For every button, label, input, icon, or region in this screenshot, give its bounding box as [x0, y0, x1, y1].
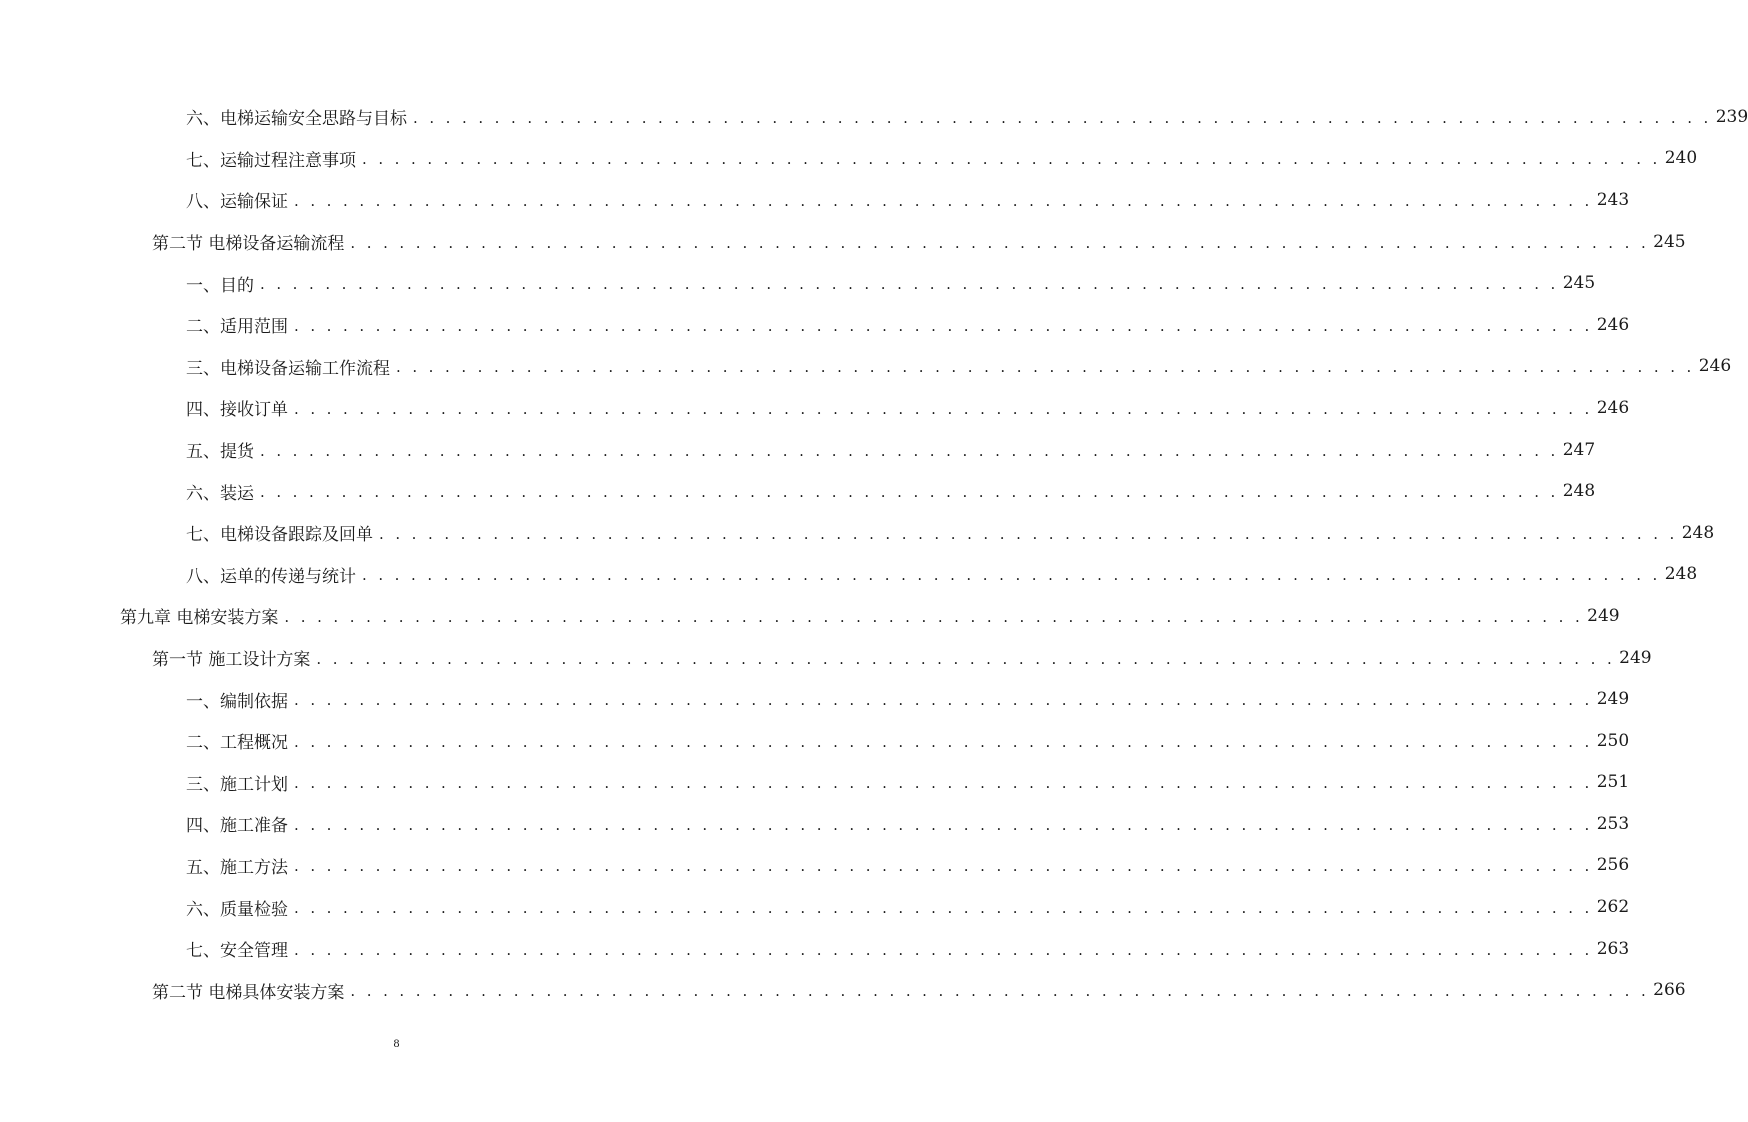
toc-entry-page: 243: [1596, 189, 1630, 210]
toc-dot-leader: . . . . . . . . . . . . . . . . . . . . . . . . . . . . . . . . . . . . . . . . . . . . . . . . . . . . . . . . . . . . . . . . . . . . . . . . . . . . . . . .: [294, 399, 1593, 418]
toc-entry[interactable]: [0, 886, 1630, 928]
toc-entry-title: 第二节 电梯具体安装方案: [152, 982, 345, 1003]
toc-entry[interactable]: [0, 637, 1652, 679]
toc-entry-page: 256: [1596, 855, 1630, 876]
toc-entry[interactable]: [0, 346, 1732, 388]
toc-entry-title: 一、目的: [186, 275, 254, 296]
toc-entry[interactable]: [0, 221, 1686, 263]
toc-entry[interactable]: [0, 512, 1715, 554]
toc-entry-page: 248: [1562, 481, 1596, 502]
toc-entry-title: 三、电梯设备运输工作流程: [186, 358, 390, 379]
toc-dot-leader: . . . . . . . . . . . . . . . . . . . . . . . . . . . . . . . . . . . . . . . . . . . . . . . . . . . . . . . . . . . . . . . . . . . . . . . . . . . . . . . .: [294, 815, 1593, 834]
toc-dot-leader: . . . . . . . . . . . . . . . . . . . . . . . . . . . . . . . . . . . . . . . . . . . . . . . . . . . . . . . . . . . . . . . . . . . . . . . . . . . . . . . .: [294, 857, 1593, 876]
toc-entry-page: 251: [1596, 772, 1630, 793]
toc-dot-leader: . . . . . . . . . . . . . . . . . . . . . . . . . . . . . . . . . . . . . . . . . . . . . . . . . . . . . . . . . . . . . . . . . . . . . . . . . . . . . . . .: [294, 691, 1593, 710]
toc-dot-leader: . . . . . . . . . . . . . . . . . . . . . . . . . . . . . . . . . . . . . . . . . . . . . . . . . . . . . . . . . . . . . . . . . . . . . . . . . . . . . . . .: [294, 940, 1593, 959]
toc-entry-title: 一、编制依据: [186, 691, 288, 712]
toc-entry[interactable]: [0, 595, 1620, 637]
toc-entry-title: 六、质量检验: [186, 899, 288, 920]
toc-dot-leader: . . . . . . . . . . . . . . . . . . . . . . . . . . . . . . . . . . . . . . . . . . . . . . . . . . . . . . . . . . . . . . . . . . . . . . . . . . . . . . . .: [294, 899, 1593, 918]
toc-entry-title: 七、运输过程注意事项: [186, 150, 356, 171]
toc-entry[interactable]: [0, 845, 1630, 887]
toc-entry-page: 249: [1596, 689, 1630, 710]
toc-entry[interactable]: [0, 928, 1630, 970]
toc-entry-title: 二、适用范围: [186, 317, 288, 338]
toc-entry[interactable]: [0, 762, 1630, 804]
toc-dot-leader: . . . . . . . . . . . . . . . . . . . . . . . . . . . . . . . . . . . . . . . . . . . . . . . . . . . . . . . . . . . . . . . . . . . . . . . . . . . . . . . .: [284, 607, 1584, 626]
toc-entry-title: 三、施工计划: [186, 774, 288, 795]
toc-dot-leader: . . . . . . . . . . . . . . . . . . . . . . . . . . . . . . . . . . . . . . . . . . . . . . . . . . . . . . . . . . . . . . . . . . . . . . . . . . . . . . . .: [316, 649, 1616, 668]
toc-entry-title: 第二节 电梯设备运输流程: [152, 234, 345, 255]
toc-entry-page: 266: [1653, 980, 1686, 1001]
toc-dot-leader: . . . . . . . . . . . . . . . . . . . . . . . . . . . . . . . . . . . . . . . . . . . . . . . . . . . . . . . . . . . . . . . . . . . . . . . . . . . . . . . .: [294, 316, 1593, 335]
toc-entry-title: 六、装运: [186, 483, 254, 504]
toc-entry-page: 240: [1664, 148, 1698, 169]
toc-entry-title: 五、施工方法: [186, 857, 288, 878]
toc-entry-page: 248: [1681, 522, 1715, 543]
page-number: 8: [393, 1036, 400, 1050]
toc-entry-title: 八、运输保证: [186, 192, 288, 213]
toc-dot-leader: . . . . . . . . . . . . . . . . . . . . . . . . . . . . . . . . . . . . . . . . . . . . . . . . . . . . . . . . . . . . . . . . . . . . . . . . . . . . . . . .: [413, 108, 1712, 127]
toc-entry[interactable]: [0, 138, 1698, 180]
toc-entry[interactable]: [0, 262, 1596, 304]
toc-entry-title: 七、安全管理: [186, 941, 288, 962]
toc-entry[interactable]: [0, 470, 1596, 512]
toc-entry-page: 250: [1596, 730, 1630, 751]
toc-entry-page: 245: [1653, 231, 1686, 252]
toc-entry-page: 262: [1596, 897, 1630, 918]
toc-entry-page: 249: [1619, 647, 1652, 668]
toc-entry[interactable]: [0, 304, 1630, 346]
toc-entry-page: 245: [1562, 273, 1596, 294]
toc-entry-page: 246: [1596, 314, 1630, 335]
toc-dot-leader: . . . . . . . . . . . . . . . . . . . . . . . . . . . . . . . . . . . . . . . . . . . . . . . . . . . . . . . . . . . . . . . . . . . . . . . . . . . . . . . .: [350, 233, 1650, 252]
toc-entry-page: 253: [1596, 813, 1630, 834]
toc-entry[interactable]: [0, 803, 1630, 845]
toc-entry[interactable]: [0, 720, 1630, 762]
toc-entry[interactable]: [0, 179, 1630, 221]
toc-entry[interactable]: [0, 554, 1698, 596]
toc-entry-title: 第九章 电梯安装方案: [120, 608, 279, 629]
toc-entry-title: 七、电梯设备跟踪及回单: [186, 525, 373, 546]
table-of-contents: [0, 96, 1748, 1011]
toc-entry[interactable]: [0, 969, 1686, 1011]
toc-dot-leader: . . . . . . . . . . . . . . . . . . . . . . . . . . . . . . . . . . . . . . . . . . . . . . . . . . . . . . . . . . . . . . . . . . . . . . . . . . . . . . . .: [260, 441, 1559, 460]
toc-dot-leader: . . . . . . . . . . . . . . . . . . . . . . . . . . . . . . . . . . . . . . . . . . . . . . . . . . . . . . . . . . . . . . . . . . . . . . . . . . . . . . . .: [396, 358, 1695, 377]
toc-entry[interactable]: [0, 429, 1596, 471]
toc-entry[interactable]: [0, 387, 1630, 429]
toc-dot-leader: . . . . . . . . . . . . . . . . . . . . . . . . . . . . . . . . . . . . . . . . . . . . . . . . . . . . . . . . . . . . . . . . . . . . . . . . . . . . . . . .: [260, 275, 1559, 294]
toc-dot-leader: . . . . . . . . . . . . . . . . . . . . . . . . . . . . . . . . . . . . . . . . . . . . . . . . . . . . . . . . . . . . . . . . . . . . . . . . . . . . . . . .: [379, 524, 1678, 543]
toc-entry-page: 247: [1562, 439, 1596, 460]
toc-entry-page: 263: [1596, 938, 1630, 959]
toc-entry-page: 246: [1698, 356, 1732, 377]
toc-dot-leader: . . . . . . . . . . . . . . . . . . . . . . . . . . . . . . . . . . . . . . . . . . . . . . . . . . . . . . . . . . . . . . . . . . . . . . . . . . . . . . . .: [362, 566, 1661, 585]
toc-entry-page: 246: [1596, 397, 1630, 418]
toc-entry-title: 五、提货: [186, 442, 254, 463]
toc-entry-page: 239: [1715, 106, 1748, 127]
toc-entry-title: 二、工程概况: [186, 733, 288, 754]
toc-entry-title: 四、施工准备: [186, 816, 288, 837]
toc-dot-leader: . . . . . . . . . . . . . . . . . . . . . . . . . . . . . . . . . . . . . . . . . . . . . . . . . . . . . . . . . . . . . . . . . . . . . . . . . . . . . . . .: [350, 982, 1650, 1001]
toc-entry-page: 248: [1664, 564, 1698, 585]
toc-entry[interactable]: [0, 678, 1630, 720]
toc-entry[interactable]: [0, 96, 1748, 138]
toc-entry-title: 八、运单的传递与统计: [186, 566, 356, 587]
toc-entry-title: 第一节 施工设计方案: [152, 650, 311, 671]
toc-dot-leader: . . . . . . . . . . . . . . . . . . . . . . . . . . . . . . . . . . . . . . . . . . . . . . . . . . . . . . . . . . . . . . . . . . . . . . . . . . . . . . . .: [294, 732, 1593, 751]
toc-dot-leader: . . . . . . . . . . . . . . . . . . . . . . . . . . . . . . . . . . . . . . . . . . . . . . . . . . . . . . . . . . . . . . . . . . . . . . . . . . . . . . . .: [362, 150, 1661, 169]
toc-entry-page: 249: [1587, 605, 1620, 626]
toc-dot-leader: . . . . . . . . . . . . . . . . . . . . . . . . . . . . . . . . . . . . . . . . . . . . . . . . . . . . . . . . . . . . . . . . . . . . . . . . . . . . . . . .: [294, 774, 1593, 793]
toc-dot-leader: . . . . . . . . . . . . . . . . . . . . . . . . . . . . . . . . . . . . . . . . . . . . . . . . . . . . . . . . . . . . . . . . . . . . . . . . . . . . . . . .: [294, 191, 1593, 210]
toc-entry-title: 四、接收订单: [186, 400, 288, 421]
toc-entry-title: 六、电梯运输安全思路与目标: [186, 109, 407, 130]
toc-dot-leader: . . . . . . . . . . . . . . . . . . . . . . . . . . . . . . . . . . . . . . . . . . . . . . . . . . . . . . . . . . . . . . . . . . . . . . . . . . . . . . . .: [260, 483, 1559, 502]
